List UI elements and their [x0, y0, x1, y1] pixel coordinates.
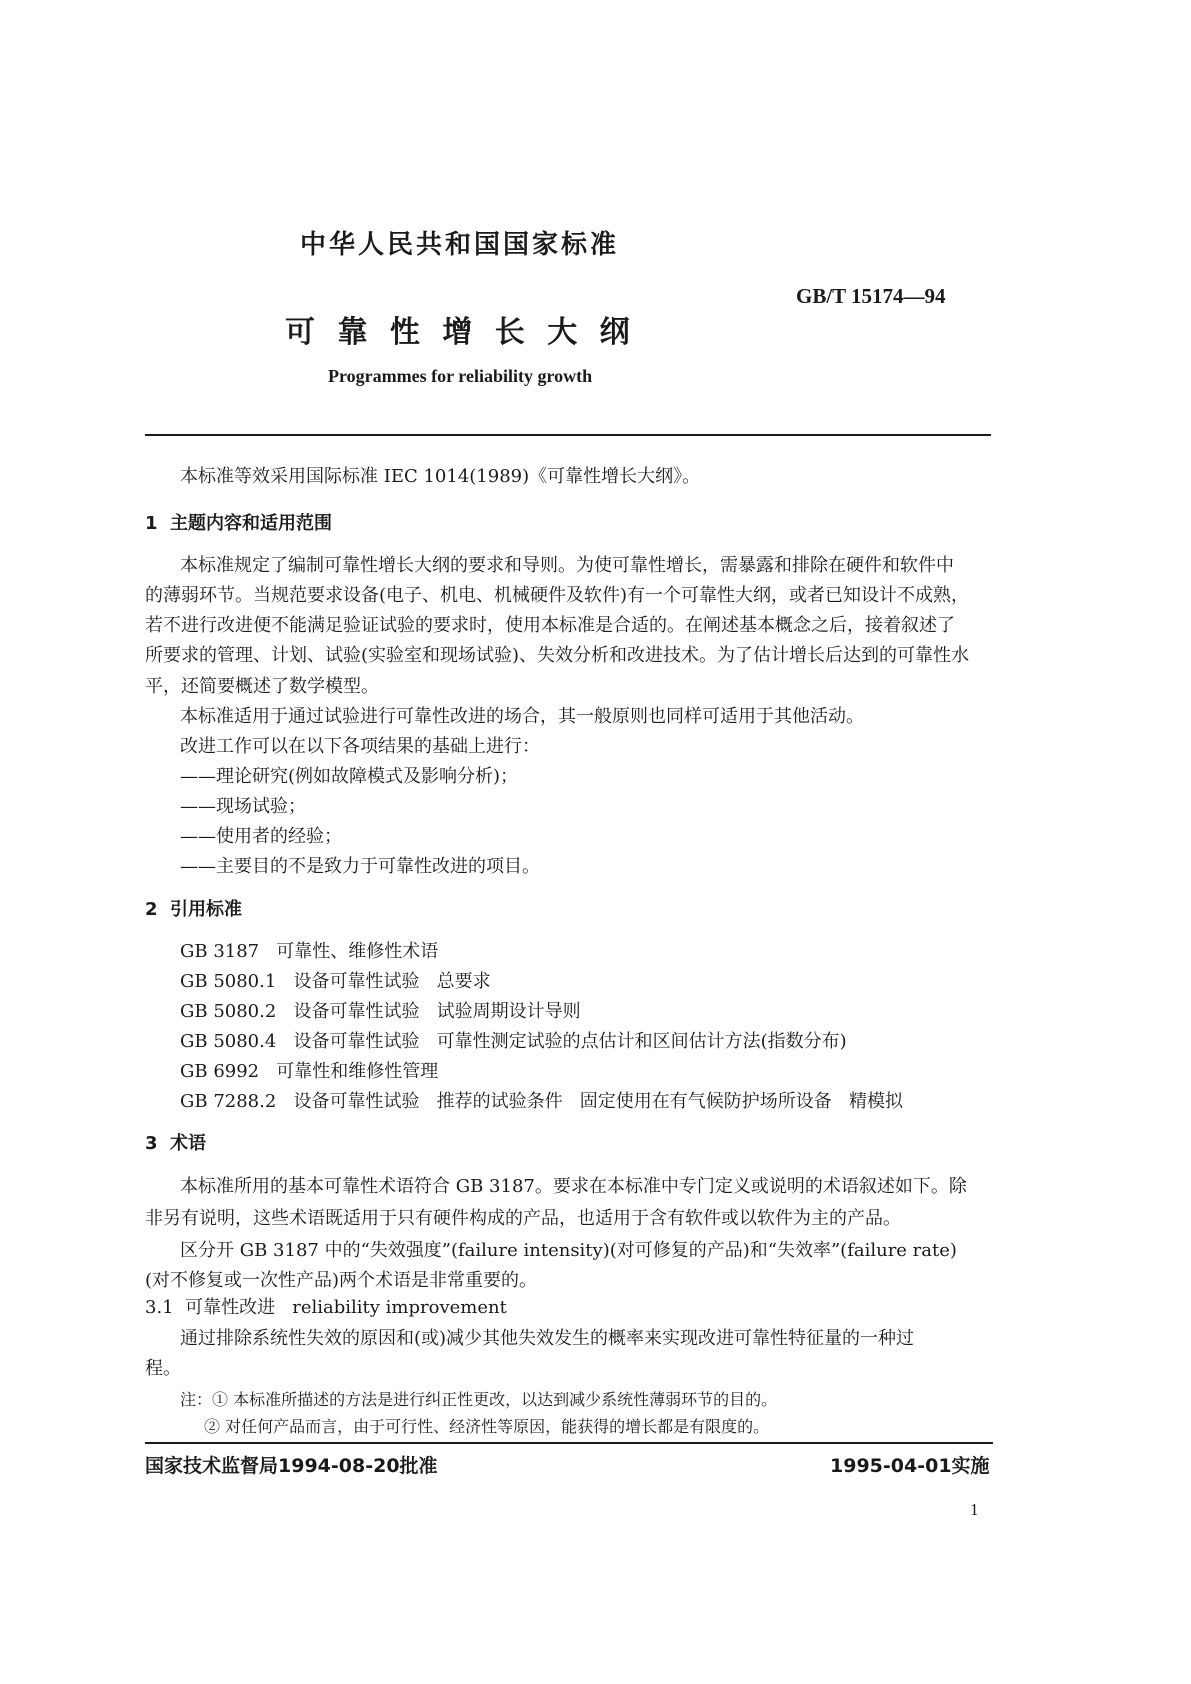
- reference-item: GB 7288.2 设备可靠性试验 推荐的试验条件 固定使用在有气候防护场所设备 精模拟: [180, 1091, 903, 1112]
- s1-scope-paragraph: 本标准适用于通过试验进行可靠性改进的场合，其一般原则也同样可适用于其他活动。: [180, 706, 864, 727]
- s3-paragraph-line: (对不修复或一次性产品)两个术语是非常重要的。: [145, 1270, 538, 1291]
- reference-item: GB 6992 可靠性和维修性管理: [180, 1061, 439, 1082]
- section-3-heading: 3 术语: [145, 1133, 207, 1154]
- s1-improvement-intro: 改进工作可以在以下各项结果的基础上进行：: [180, 736, 540, 757]
- reference-item: GB 3187 可靠性、维修性术语: [180, 941, 439, 962]
- intro-paragraph: 本标准等效采用国际标准 IEC 1014(1989)《可靠性增长大纲》。: [180, 466, 701, 487]
- s1-paragraph-line: 所要求的管理、计划、试验(实验室和现场试验)、失效分析和改进技术。为了估计增长后达到的可靠性水: [145, 645, 970, 666]
- s31-definition-line: 程。: [145, 1358, 181, 1379]
- s31-definition-line: 通过排除系统性失效的原因和(或)减少其他失效发生的概率来实现改进可靠性特征量的一种过: [180, 1328, 915, 1349]
- s1-list-item: ——理论研究(例如故障模式及影响分析)；: [180, 766, 519, 787]
- footer-rule: [145, 1442, 993, 1444]
- s1-paragraph-line: 的薄弱环节。当规范要求设备(电子、机电、机械硬件及软件)有一个可靠性大纲，或者已知设计不成熟，: [145, 585, 970, 606]
- s1-list-item: ——现场试验；: [180, 796, 306, 817]
- section-2-heading: 2 引用标准: [145, 899, 243, 920]
- document-title-english: Programmes for reliability growth: [328, 366, 593, 386]
- org-title: 中华人民共和国国家标准: [300, 230, 620, 260]
- standard-code: GB/T 15174—94: [796, 284, 946, 308]
- s1-paragraph-line: 本标准规定了编制可靠性增长大纲的要求和导则。为使可靠性增长，需暴露和排除在硬件和软件中: [180, 555, 954, 576]
- subsection-3-1-heading: 3.1 可靠性改进 reliability improvement: [145, 1297, 507, 1318]
- effective-date: 1995-04-01实施: [830, 1455, 990, 1477]
- header-rule: [145, 434, 991, 436]
- reference-item: GB 5080.1 设备可靠性试验 总要求: [180, 971, 491, 992]
- section-1-heading: 1 主题内容和适用范围: [145, 513, 333, 534]
- s3-paragraph-line: 非另有说明，这些术语既适用于只有硬件构成的产品，也适用于含有软件或以软件为主的产品。: [145, 1208, 901, 1229]
- s1-paragraph-line: 平，还简要概述了数学模型。: [145, 676, 379, 697]
- s1-paragraph-line: 若不进行改进便不能满足验证试验的要求时，使用本标准是合适的。在阐述基本概念之后，接着叙述了: [145, 615, 955, 636]
- s3-paragraph-line: 区分开 GB 3187 中的“失效强度”(failure intensity)(对可修复的产品)和“失效率”(failure rate): [180, 1240, 957, 1261]
- note-item: 注：① 本标准所描述的方法是进行纠正性更改，以达到减少系统性薄弱环节的目的。: [180, 1390, 778, 1409]
- note-item: ② 对任何产品而言，由于可行性、经济性等原因，能获得的增长都是有限度的。: [204, 1417, 770, 1436]
- approval-line: 国家技术监督局1994-08-20批准: [145, 1455, 438, 1477]
- page-number: 1: [970, 1500, 979, 1519]
- reference-item: GB 5080.4 设备可靠性试验 可靠性测定试验的点估计和区间估计方法(指数分布): [180, 1031, 847, 1052]
- s1-list-item: ——使用者的经验；: [180, 826, 342, 847]
- reference-item: GB 5080.2 设备可靠性试验 试验周期设计导则: [180, 1001, 581, 1022]
- s1-list-item: ——主要目的不是致力于可靠性改进的项目。: [180, 856, 540, 877]
- document-title: 可 靠 性 增 长 大 纲: [285, 315, 636, 350]
- s3-paragraph-line: 本标准所用的基本可靠性术语符合 GB 3187。要求在本标准中专门定义或说明的术语叙述如下。除: [180, 1176, 967, 1197]
